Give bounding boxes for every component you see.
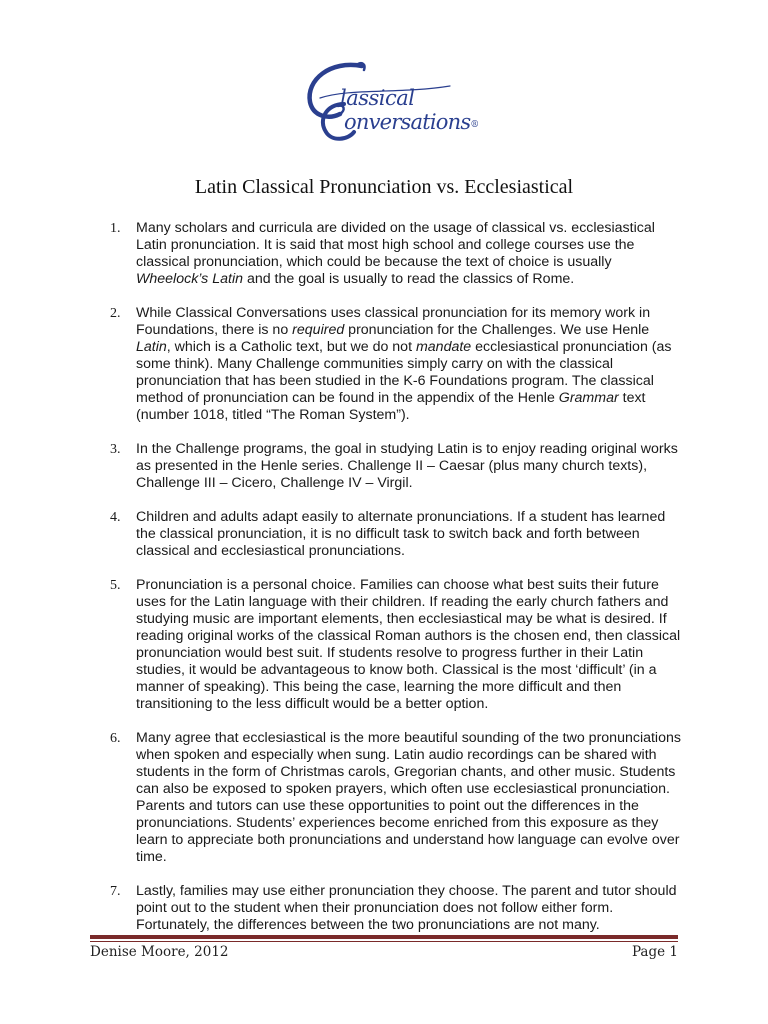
footer-divider xyxy=(90,935,678,939)
logo-text-conversations: onversations® xyxy=(344,110,479,134)
footer-page-number: Page 1 xyxy=(631,944,678,960)
logo-text-classical: lassical xyxy=(340,86,415,110)
page-title: Latin Classical Pronunciation vs. Ecclesiastical xyxy=(194,176,574,198)
list-item: 3. In the Challenge programs, the goal in studying Latin is to enjoy reading original works as presented in the Henle series. Challenge II – Caesar (plus many church texts), Challenge III – Cicero, Challenge IV – Virgil. xyxy=(110,441,678,491)
list-item: 7. Lastly, families may use either pronunciation they choose. The parent and tutor should point out to the student when their pronunciation does not follow either form. Fortunately, the differences between the two pronunciations are not many. xyxy=(110,883,677,933)
list-item: 2. While Classical Conversations uses classical pronunciation for its memory work in Foundations, there is no required pronunciation for the Challenges. We use Henle Latin, which is a Catholic text, but we do not mandate ecclesiastical pronunciation (as some think). Many Challenge communities simply carry on with the classical pronunciation that has been studied in the K-6 Foundations program. The classical method of pronunciation can be found in the appendix of the Henle Grammar text (number 1018, titled “The Roman System”). xyxy=(110,305,672,423)
footer-divider-thin xyxy=(90,941,678,942)
list-item: 5. Pronunciation is a personal choice. Families can choose what best suits their future uses for the Latin language with their children. If reading the early church fathers and studying music are important elements, then ecclesiastical may be what is desired. If reading original works of the classical Roman authors is the chosen end, then classical pronunciation would best suit. If students resolve to progress further in their Latin studies, it would be advantageous to know both. Classical is the most ‘difficult’ (in a manner of speaking). This being the case, learning the more difficult and then transitioning to the less difficult would be a better option. xyxy=(110,577,681,712)
list-item: 4. Children and adults adapt easily to alternate pronunciations. If a student has learned the classical pronunciation, it is no difficult task to switch back and forth between classical and ecclesiastical pronunciations. xyxy=(110,509,666,559)
list-item: 1. Many scholars and curricula are divided on the usage of classical vs. ecclesiastical Latin pronunciation. It is said that most high school and college courses use the classical pronunciation, which could be because the text of choice is usually Wheelock’s Latin and the goal is usually to read the classics of Rome. xyxy=(110,220,655,287)
footer-author: Denise Moore, 2012 xyxy=(90,944,229,960)
numbered-list xyxy=(110,220,684,951)
list-item: 6. Many agree that ecclesiastical is the more beautiful sounding of the two pronunciations when spoken and especially when sung. Latin audio recordings can be shared with students in the form of Christmas carols, Gregorian chants, and other music. Students can also be exposed to spoken prayers, which often use ecclesiastical pronunciation. Parents and tutors can use these opportunities to point out the differences in the pronunciations. Students’ experiences become enriched from this exposure as they learn to appreciate both pronunciations and understand how language can evolve over time. xyxy=(110,730,681,865)
